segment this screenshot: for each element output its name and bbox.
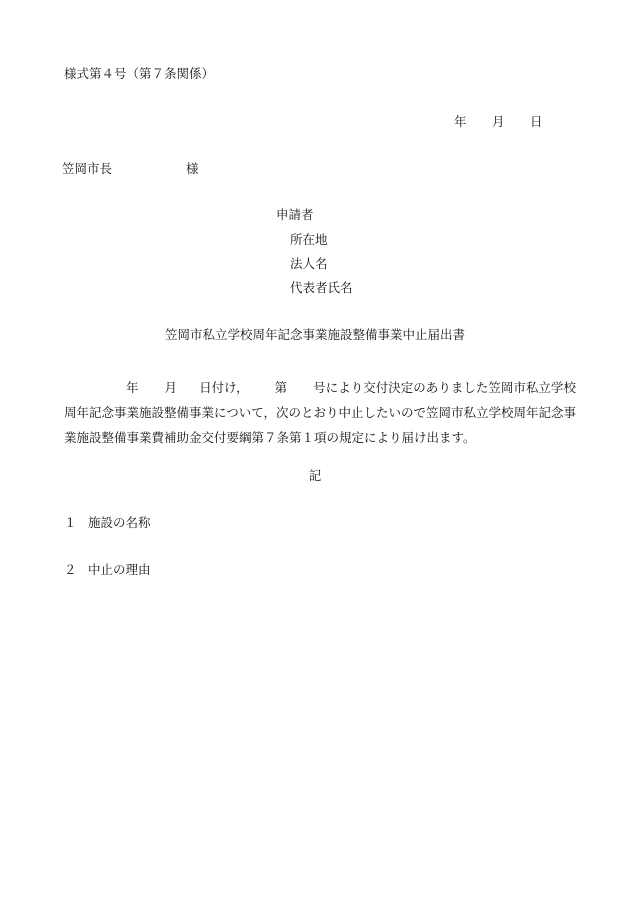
body-month: 月: [164, 380, 178, 395]
date-day: 日: [530, 114, 543, 129]
representative-label: 代表者氏名: [290, 280, 353, 295]
addressee-name: 笠岡市長: [62, 161, 113, 176]
addressee: [62, 163, 199, 176]
addressee-honorific: 様: [186, 161, 199, 176]
body-dai: 第: [274, 380, 288, 395]
item-number: １: [64, 515, 77, 530]
ki-heading: 記: [308, 468, 322, 483]
list-item: [64, 564, 151, 577]
document-title: 笠岡市私立学校周年記念事業施設整備事業中止届出書: [164, 327, 465, 342]
item-label: 施設の名称: [88, 515, 151, 530]
item-number: ２: [64, 562, 77, 577]
date-month: 月: [492, 114, 505, 129]
date-line: [454, 116, 543, 129]
item-label: 中止の理由: [88, 562, 151, 577]
list-item: [64, 517, 151, 530]
address-label: 所在地: [290, 232, 328, 247]
body-year: 年: [126, 380, 139, 395]
form-number: 様式第４号（第７条関係）: [64, 66, 215, 81]
corporation-label: 法人名: [290, 256, 328, 271]
applicant-label: 申請者: [276, 207, 314, 222]
date-year: 年: [454, 114, 467, 129]
body-day: 日付け，: [199, 380, 249, 395]
body-text: 号により交付決定のありました笠岡市私立学校周年記念事業施設整備事業について，次のとおり中止したいので笠岡市私立学校周年記念事業施設整備事業費補助金交付要綱第７条第１項の規定により届け出ます。: [64, 380, 577, 445]
body-paragraph: [64, 375, 576, 450]
